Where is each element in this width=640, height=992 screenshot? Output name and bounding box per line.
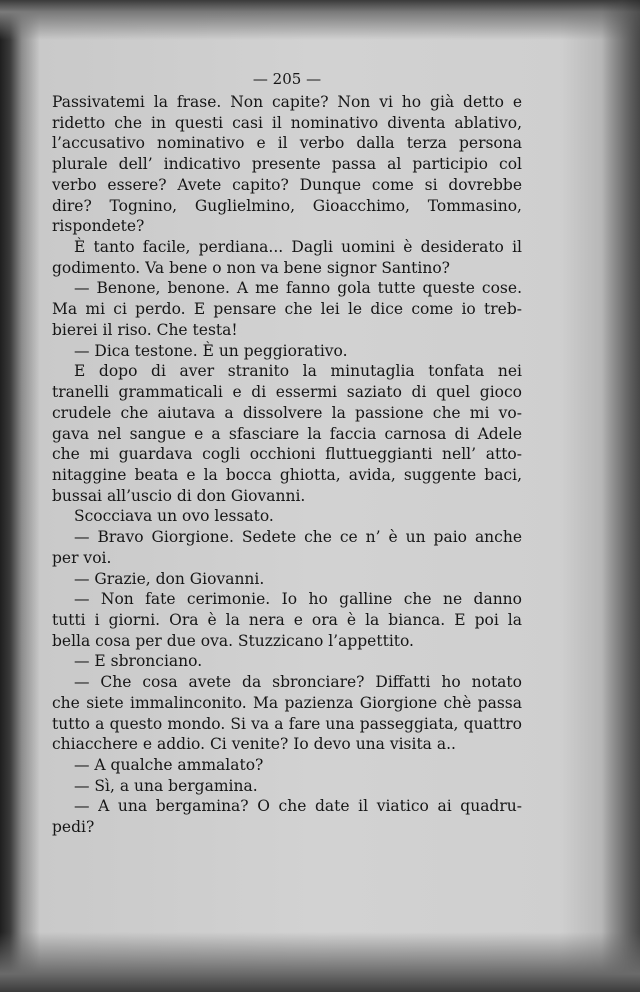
text-line: — A qualche ammalato? [74, 756, 264, 774]
text-line: — A una bergamina? O che date il viatico ai quadru- [74, 797, 522, 816]
text-line: — E sbronciano. [74, 652, 203, 671]
text-line: — Non fate cerimonie. Io ho galline che ne danno [74, 590, 522, 609]
text-line: l’accusativo nominativo e il verbo dalla terza persona [52, 134, 522, 153]
text-line: È tanto facile, perdiana... Dagli uomini è desiderato il [74, 238, 522, 257]
text-line: bella cosa per due ova. Stuzzicano l’appettito. [52, 631, 414, 650]
text-line: — Benone, benone. A me fanno gola tutte queste cose. [74, 279, 522, 298]
text-line: dire? Tognino, Guglielmino, Gioacchimo, Tommasino, [52, 196, 522, 215]
text-line: Ma mi ci perdo. E pensare che lei le dice come io treb- [52, 300, 522, 319]
text-line: tutto a questo mondo. Si va a fare una passeggiata, quattro [52, 714, 522, 733]
text-line: che siete immalinconito. Ma pazienza Giorgione chè passa [52, 693, 522, 712]
text-line: E dopo di aver stranito la minutaglia tonfata nei [74, 362, 522, 381]
text-line: Scocciava un ovo lessato. [74, 507, 274, 526]
text-line: — Bravo Giorgione. Sedete che ce n’ è un paio anche [74, 528, 522, 547]
text-line: bussai all’uscio di don Giovanni. [52, 486, 306, 505]
text-line: — Dica testone. È un peggiorativo. [74, 341, 348, 360]
text-line: ridetto che in questi casi il nominativo diventa ablativo, [52, 113, 522, 132]
text-line: tranelli grammaticali e di essermi saziato di quel gioco [52, 383, 522, 402]
text-line: godimento. Va bene o non va bene signor Santino? [52, 258, 450, 277]
text-line: crudele che aiutava a dissolvere la passione che mi vo- [52, 403, 522, 422]
text-line: tutti i giorni. Ora è la nera e ora è la bianca. E poi la [52, 610, 522, 629]
page-right-fold-shadow [602, 0, 640, 992]
text-line: — Che cosa avete da sbronciare? Diffatti ho notato [74, 673, 522, 692]
text-line: nitaggine beata e la bocca ghiotta, avida, suggente baci, [52, 465, 522, 484]
text-line: pedi? [52, 818, 95, 837]
text-line: che mi guardava cogli occhioni fluttueggianti nell’ atto- [52, 445, 522, 464]
text-line: verbo essere? Avete capito? Dunque come si dovrebbe [52, 175, 522, 194]
page-number: — 205 — [252, 70, 322, 88]
text-line: chiacchere e addio. Ci venite? Io devo una visita a.. [52, 735, 456, 754]
page-top-shadow [0, 0, 640, 40]
text-line: gava nel sangue e a sfasciare la faccia carnosa di Adele [52, 424, 522, 443]
book-page-text [52, 66, 522, 838]
text-line: per voi. [52, 548, 112, 567]
text-line: bierei il riso. Che testa! [52, 320, 238, 339]
text-line: — Grazie, don Giovanni. [74, 569, 265, 588]
text-line: rispondete? [52, 217, 145, 236]
text-line: plurale dell’ indicativo presente passa al participio col [52, 155, 522, 174]
text-line: Passivatemi la frase. Non capite? Non vi ho già detto e [52, 93, 522, 111]
page-bottom-edge [0, 932, 640, 992]
text-body [52, 92, 522, 838]
text-line: — Sì, a una bergamina. [74, 776, 258, 795]
